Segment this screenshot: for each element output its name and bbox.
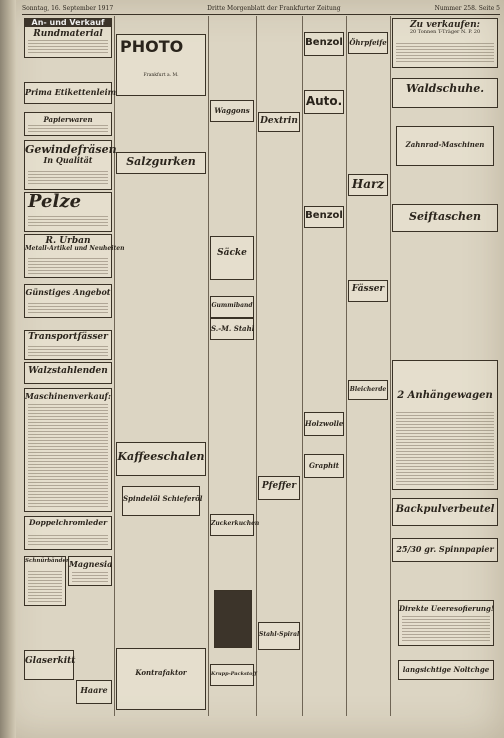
ad-title: Gummiband [211,302,253,309]
ad-title: Spindelöl Schieferöl [123,494,203,503]
ad-title: Gewindefräsen [25,143,117,156]
ad-body [28,303,108,314]
header-date: Sonntag, 16. September 1917 [22,4,114,12]
ad-magnesia [68,556,112,586]
ad-dextrin [258,112,300,132]
ad-title: S.-M. Stahl [211,324,255,333]
ad-subtitle: Rundmaterial [33,29,103,40]
ad-body [28,125,108,132]
ad-body [402,616,490,642]
ad-transportfaesser [24,330,112,360]
ad-noltchge [398,660,494,680]
ad-an-und-verkauf [24,18,112,58]
ad-krupp-packstoff [210,664,257,686]
ad-papierwaren [24,112,112,136]
ad-direkte [398,600,494,646]
ad-body [28,404,108,508]
ad-title: PHOTO [120,37,184,56]
ad-title: Pelze [28,191,82,212]
ad-subtitle: Metall-Artikel und Neuheiten [25,245,125,253]
ad-salzgurken [116,152,206,174]
ad-gewindefraesen [24,140,117,190]
ad-city: Frankfurt a. M. [143,72,179,78]
ad-title: Seiftaschen [409,210,481,223]
ad-stahl-spiral [258,622,300,650]
ad-photo [116,34,206,96]
ad-ohrpfeife [348,32,388,54]
ad-haare [76,680,112,704]
ad-pfeffer [258,476,300,500]
ad-gummiband [210,296,254,318]
ad-title: Doppelchromleder [28,518,108,527]
ad-benzol [304,32,344,56]
ad-title: Glaserkitt [25,656,76,666]
ad-title: Maschinenverkauf: [25,391,111,401]
column-5 [302,16,347,716]
ad-kontrafaktor [116,648,206,710]
ad-glaserkitt [24,650,74,680]
ad-title: Salzgurken [126,155,196,168]
ad-title: Harz [351,177,385,191]
ad-title: Backpulverbeutel [395,504,495,515]
ad-body [28,40,108,54]
column-6 [346,16,391,716]
ad-title: Prima Etikettenleim [25,87,117,97]
header-title: Dritte Morgenblatt der Frankfurter Zeitung [207,4,341,12]
column-2 [114,16,209,716]
ad-title: Auto. [305,94,343,108]
ad-title: Transportfässer [28,332,108,342]
ad-body [28,258,108,274]
ad-spinnpapier [392,538,498,562]
ad-body [28,171,108,186]
ad-walzstahlenden [24,362,112,384]
ad-doppelchromleder [24,516,112,550]
ad-auto [304,90,344,114]
ad-kaffeeschalen [116,442,206,476]
ad-waldschuhe [392,78,498,108]
ad-title: Günstiges Angebot [25,287,111,297]
ad-spindeloel [122,486,203,516]
ad-title: Krupp-Packstoff [211,671,257,677]
ad-title: Zahnrad-Maschinen [405,140,485,149]
ad-title: Holzwolle [305,419,344,428]
ad-krupp-illustration [214,590,252,648]
ad-title: Zuckerkuchen [211,520,260,527]
ad-benzol-2 [304,206,344,228]
ad-body [28,535,108,546]
ad-body [28,346,108,356]
ad-guenstiges-angebot [24,284,112,318]
ad-harz [348,174,388,196]
ad-title: Magnesia [69,559,113,569]
ad-title: An- und Verkauf [25,19,111,27]
ad-title: Waggons [214,106,250,115]
ad-backpulverbeutel [392,498,498,526]
ad-title: Stahl-Spiral [259,631,300,638]
ad-body [28,571,62,602]
ad-graphit [304,454,344,478]
ad-title: Benzol [305,210,343,221]
ad-title: Kontrafaktor [135,668,187,677]
ad-title: Kaffeeschalen [117,450,205,463]
page-header [22,2,500,15]
ad-prima-etiketten [24,82,117,104]
ad-body [396,43,494,64]
ad-title: Fässer [351,284,385,294]
ad-maschinenverkauf [24,388,112,512]
ad-schnuerbaender [24,556,69,606]
ad-saecke [210,236,254,280]
ad-title: Schnürbänder [25,558,69,564]
ad-holzwolle [304,412,344,436]
page-binding [0,0,16,738]
ad-title: Papierwaren [43,115,93,124]
ad-anhaengewagen [392,360,498,490]
ad-pelze [24,192,112,232]
ad-seiftaschen [392,204,498,232]
ad-bleicherde [348,380,388,400]
ad-zahnrad-maschinen [396,126,494,166]
ad-title: Waldschuhe. [405,82,485,95]
ad-title: Walzstahlenden [28,366,108,376]
ad-body [72,572,108,582]
ad-zuckerkuechen [210,514,260,536]
ad-line: 20 Tonnen T-Träger N. P. 20 [409,29,481,36]
ad-title: Bleicherde [349,386,387,393]
ad-title: Pfeffer [261,481,297,491]
ad-subtitle: In Qualität [43,154,93,165]
ad-title: Direkte Ueeresofierung! [399,604,494,613]
ad-title: 2 Anhängewagen [397,390,493,401]
ad-title: Haare [80,685,108,695]
ad-r-urban [24,234,125,278]
ad-title: 25/30 gr. Spinnpapier [396,544,494,554]
ad-title: Öhrpfeife [349,38,387,47]
ad-sm-stahl [210,318,254,340]
ad-waggons [210,100,254,122]
ad-title: Dextrin [260,116,298,126]
ad-zu-verkaufen [392,18,498,68]
ad-body [396,412,494,486]
ad-title: Graphit [308,461,340,470]
ad-title: R. Urban [45,236,91,246]
ad-title: langsichtige Noltchge [402,665,490,674]
header-number: Nummer 258. Seite 5 [434,4,500,12]
ad-title: Benzol [305,37,343,48]
ad-faesser [348,280,388,302]
ad-title: Säcke [217,248,247,258]
ad-body [28,216,108,228]
ad-title: Zu verkaufen: [409,20,481,30]
